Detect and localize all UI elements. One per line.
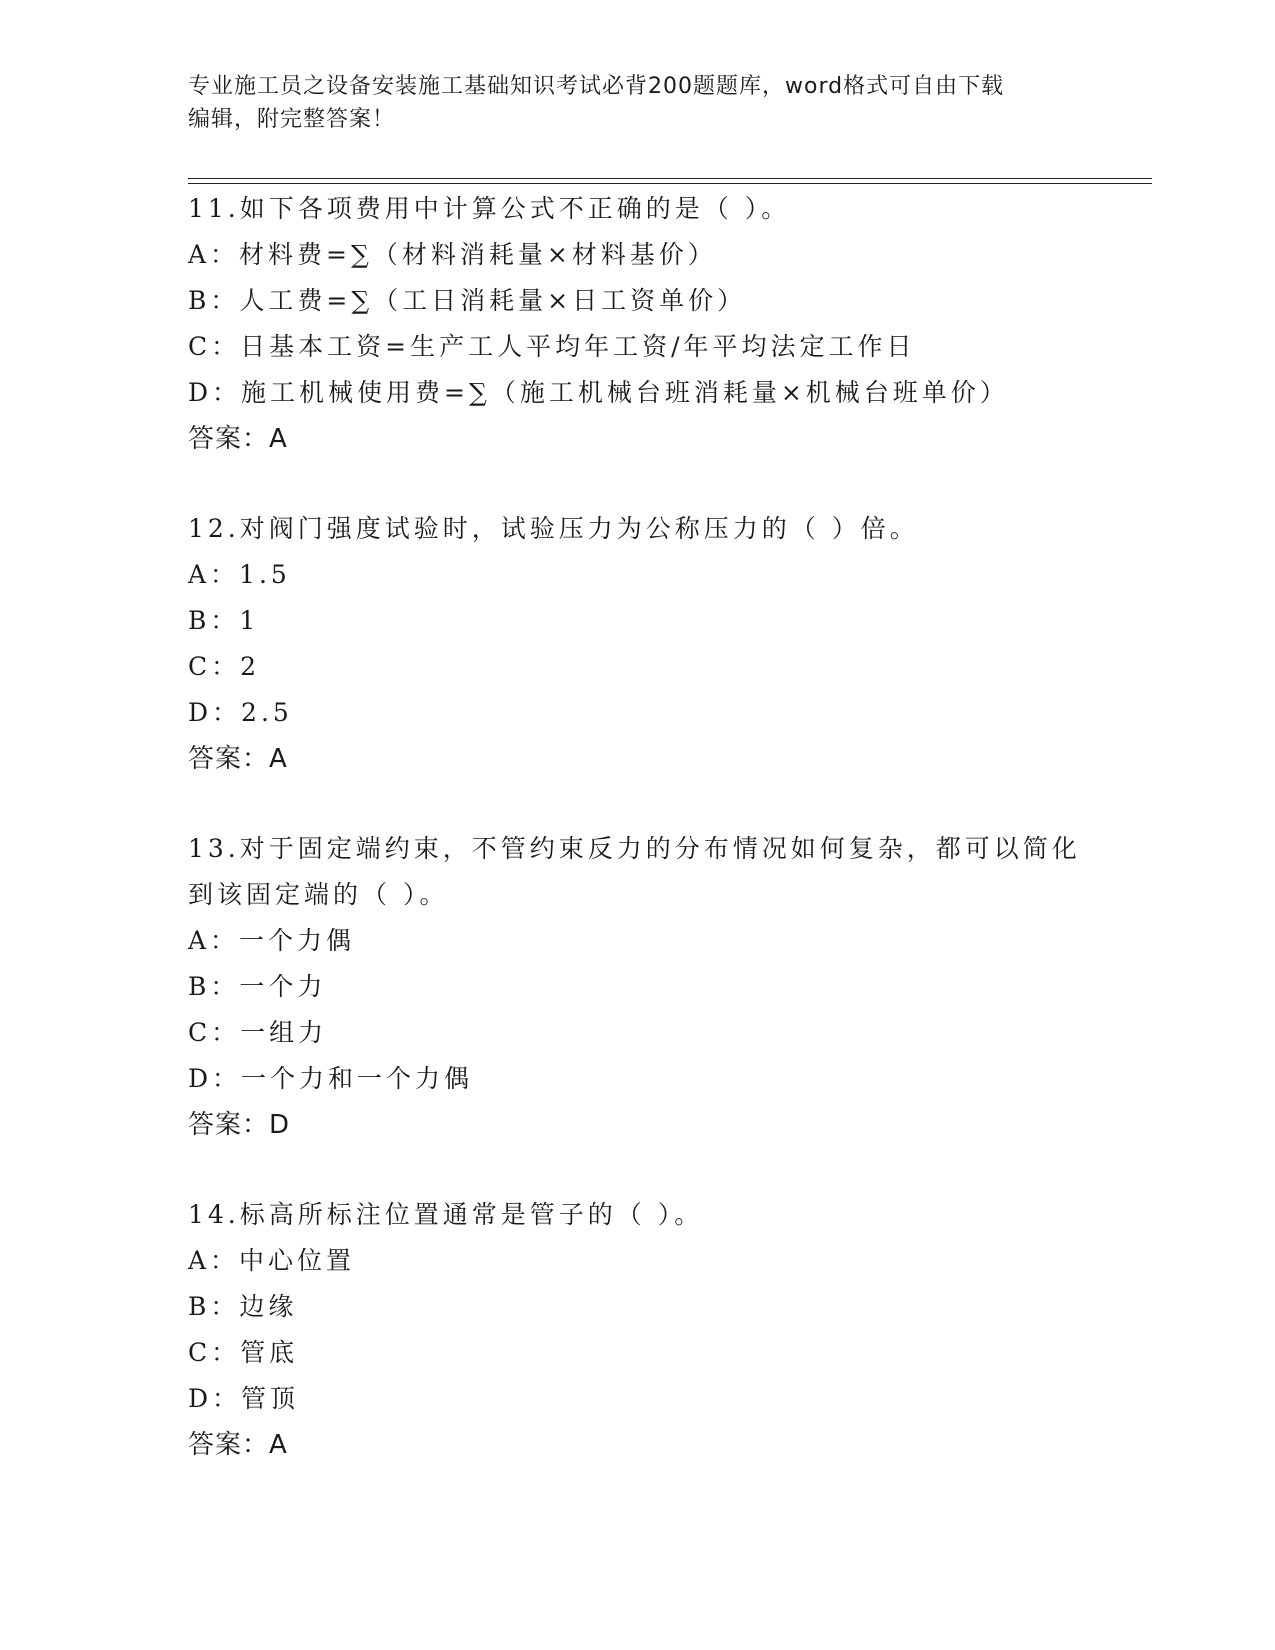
spacer bbox=[188, 1148, 1088, 1192]
answer: 答案：A bbox=[188, 1430, 288, 1460]
answer: 答案：A bbox=[188, 744, 288, 774]
option-b: B：人工费=∑（工日消耗量×日工资单价） bbox=[188, 286, 747, 315]
option-c: C：2 bbox=[188, 652, 261, 681]
spacer bbox=[188, 462, 1088, 506]
question-14 bbox=[188, 1192, 1088, 1468]
option-a: A：1.5 bbox=[188, 560, 291, 589]
option-c: C：管底 bbox=[188, 1338, 299, 1367]
header-line-2: 编辑，附完整答案！ bbox=[188, 107, 396, 132]
option-b: B：1 bbox=[188, 606, 260, 635]
question-list bbox=[188, 186, 1088, 1468]
header-divider-top bbox=[188, 178, 1152, 179]
question-stem: 12.对阀门强度试验时，试验压力为公称压力的（ ）倍。 bbox=[188, 514, 919, 543]
question-stem: 14.标高所标注位置通常是管子的（ ）。 bbox=[188, 1200, 704, 1229]
option-d: D：一个力和一个力偶 bbox=[188, 1064, 474, 1093]
option-c: C：一组力 bbox=[188, 1018, 328, 1047]
spacer bbox=[188, 782, 1088, 826]
answer: 答案：D bbox=[188, 1110, 291, 1140]
option-d: D：2.5 bbox=[188, 698, 293, 727]
option-a: A：一个力偶 bbox=[188, 926, 356, 955]
question-11 bbox=[188, 186, 1088, 462]
header-line-1: 专业施工员之设备安装施工基础知识考试必背200题题库，word格式可自由下载 bbox=[188, 74, 1005, 99]
question-12 bbox=[188, 506, 1088, 782]
option-a: A：中心位置 bbox=[188, 1246, 356, 1275]
document-header bbox=[188, 70, 1088, 136]
question-stem-line-2: 到该固定端的（ ）。 bbox=[188, 880, 449, 909]
question-stem: 11.如下各项费用中计算公式不正确的是（ ）。 bbox=[188, 194, 791, 223]
question-13 bbox=[188, 826, 1088, 1148]
option-b: B：边缘 bbox=[188, 1292, 298, 1321]
option-c: C：日基本工资=生产工人平均年工资/年平均法定工作日 bbox=[188, 332, 916, 361]
option-b: B：一个力 bbox=[188, 972, 327, 1001]
header-divider-bottom bbox=[188, 183, 1152, 184]
option-d: D：施工机械使用费=∑（施工机械台班消耗量×机械台班单价） bbox=[188, 378, 1009, 407]
question-stem-line-1: 13.对于固定端约束，不管约束反力的分布情况如何复杂，都可以简化 bbox=[188, 834, 1081, 863]
option-d: D：管顶 bbox=[188, 1384, 300, 1413]
answer: 答案：A bbox=[188, 424, 288, 454]
option-a: A：材料费=∑（材料消耗量×材料基价） bbox=[188, 240, 717, 269]
